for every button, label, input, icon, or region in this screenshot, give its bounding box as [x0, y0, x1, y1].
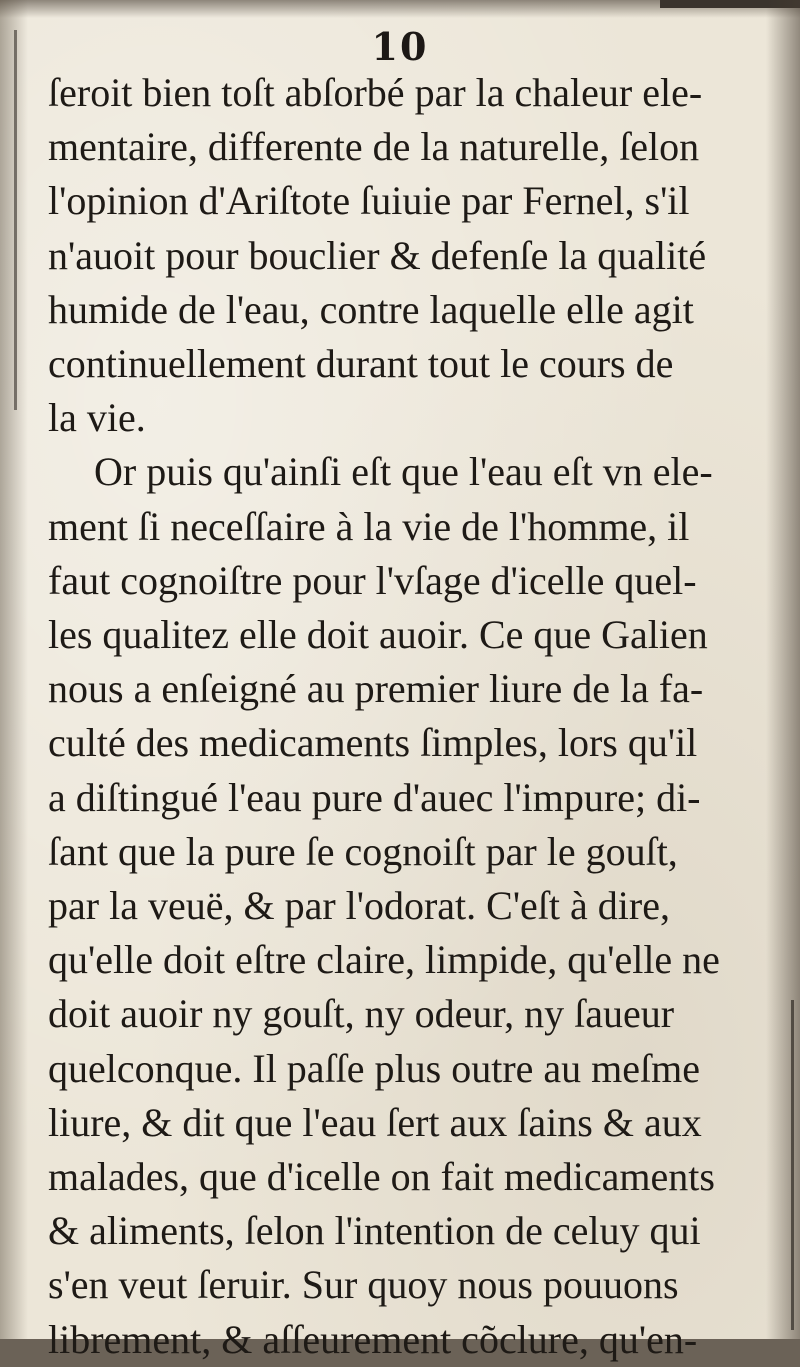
- text-line: ſant que la pure ſe cognoiſt par le gouſt,: [48, 828, 678, 874]
- text-line: librement, & aſſeurement cõclure, qu'en-: [48, 1316, 698, 1362]
- text-line: faut cognoiſtre pour l'vſage d'icelle quel-: [48, 557, 697, 603]
- body-text: [48, 66, 768, 1367]
- text-line: la vie.: [48, 395, 146, 441]
- text-line: humide de l'eau, contre laquelle elle agit: [48, 286, 694, 332]
- text-line: a diſtingué l'eau pure d'auec l'impure; di-: [48, 774, 701, 820]
- text-line: Or puis qu'ainſi eſt que l'eau eſt vn ele-: [94, 449, 713, 495]
- text-line: culté des medicaments ſimples, lors qu'il: [48, 720, 698, 766]
- text-line: l'opinion d'Ariſtote ſuiuie par Fernel, s'il: [48, 178, 690, 224]
- page-right-rule: [791, 1000, 794, 1330]
- text-line: ſeroit bien toſt abſorbé par la chaleur ele-: [48, 70, 703, 115]
- text-line: malades, que d'icelle on fait medicaments: [48, 1154, 715, 1200]
- text-line: continuellement durant tout le cours de: [48, 341, 674, 387]
- text-line: nous a enſeigné au premier liure de la fa-: [48, 666, 704, 712]
- text-line: mentaire, differente de la naturelle, ſelon: [48, 124, 700, 170]
- page-right-edge: [766, 0, 800, 1339]
- text-line: ment ſi neceſſaire à la vie de l'homme, il: [48, 503, 690, 549]
- text-line: quelconque. Il paſſe plus outre au meſme: [48, 1045, 701, 1091]
- text-line: les qualitez elle doit auoir. Ce que Galien: [48, 612, 708, 658]
- text-line: qu'elle doit eſtre claire, limpide, qu'elle ne: [48, 937, 720, 983]
- text-line: s'en veut ſeruir. Sur quoy nous pouuons: [48, 1262, 679, 1308]
- text-line: par la veuë, & par l'odorat. C'eſt à dire,: [48, 883, 670, 929]
- page-number: 10: [371, 24, 429, 69]
- text-line: & aliments, ſelon l'intention de celuy qui: [48, 1208, 701, 1254]
- text-line: n'auoit pour bouclier & defenſe la qualité: [48, 232, 707, 278]
- page-left-rule: [14, 30, 17, 410]
- text-line: liure, & dit que l'eau ſert aux ſains & aux: [48, 1099, 702, 1145]
- text-line: doit auoir ny gouſt, ny odeur, ny ſaueur: [48, 991, 675, 1037]
